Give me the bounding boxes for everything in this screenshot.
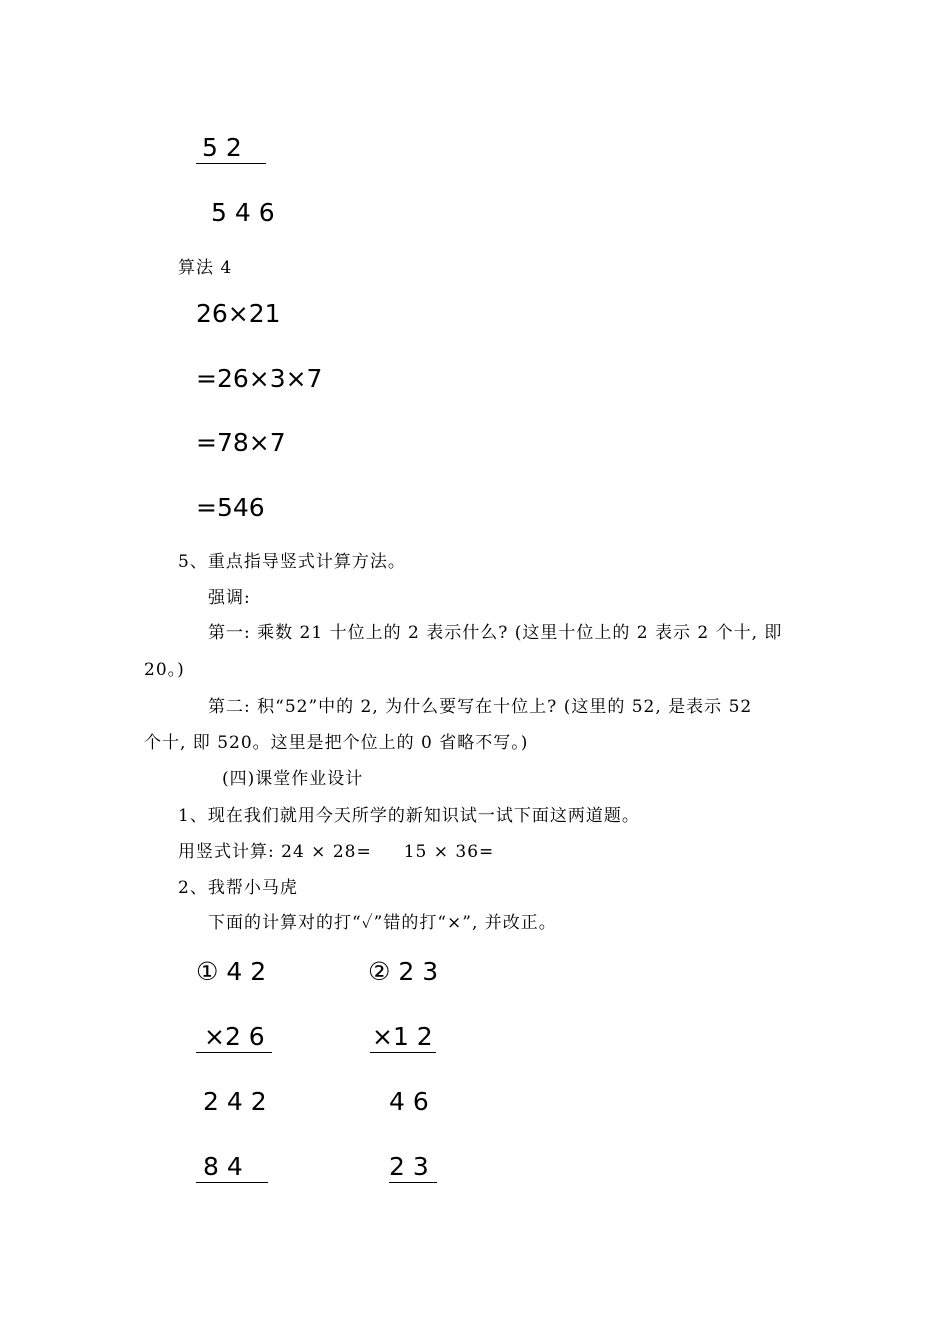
section5-title: 5、重点指导竖式计算方法。 (178, 552, 406, 572)
problem1-partial1: 2 4 2 (203, 1087, 267, 1116)
emphasis-label: 强调: (208, 588, 251, 608)
problem2-partial2: 2 3 (389, 1152, 437, 1181)
method4-heading: 算法 4 (178, 258, 233, 278)
exercise-2: 2、我帮小马虎 (178, 878, 298, 898)
problem1-multiplier: ×2 6 (196, 1022, 272, 1053)
problem2-partial1: 4 6 (389, 1087, 429, 1116)
product-result: 5 4 6 (211, 198, 275, 227)
point2-line1: 第二: 积“52”中的 2, 为什么要写在十位上? (这里的 52, 是表示 52 (208, 697, 753, 717)
exercise-1: 1、现在我们就用今天所学的新知识试一试下面这两道题。 (178, 806, 640, 826)
method4-line-4: =546 (196, 493, 265, 522)
problem2-multiplier: ×1 2 (372, 1022, 441, 1051)
method4-line-3: =78×7 (196, 428, 286, 457)
exercise-2-instruction: 下面的计算对的打“✓”错的打“×”, 并改正。 (208, 913, 557, 933)
point1-line2: 20。) (144, 660, 185, 680)
method4-line-2: =26×3×7 (196, 364, 323, 393)
exercise-1-task: 用竖式计算: 24 × 28= 15 × 36= (178, 842, 495, 862)
partial-product: 5 2 (196, 133, 266, 164)
problem1-partial2: 8 4 (196, 1152, 268, 1183)
problem2-label: ② 2 3 (368, 957, 439, 986)
point2-line2: 个十, 即 520。这里是把个位上的 0 省略不写。) (144, 733, 529, 753)
problem1-label: ① 4 2 (196, 957, 267, 986)
point1-line1: 第一: 乘数 21 十位上的 2 表示什么? (这里十位上的 2 表示 2 个十, 即 (208, 623, 783, 643)
method4-line-1: 26×21 (196, 299, 281, 328)
section4-heading: (四)课堂作业设计 (222, 769, 364, 789)
